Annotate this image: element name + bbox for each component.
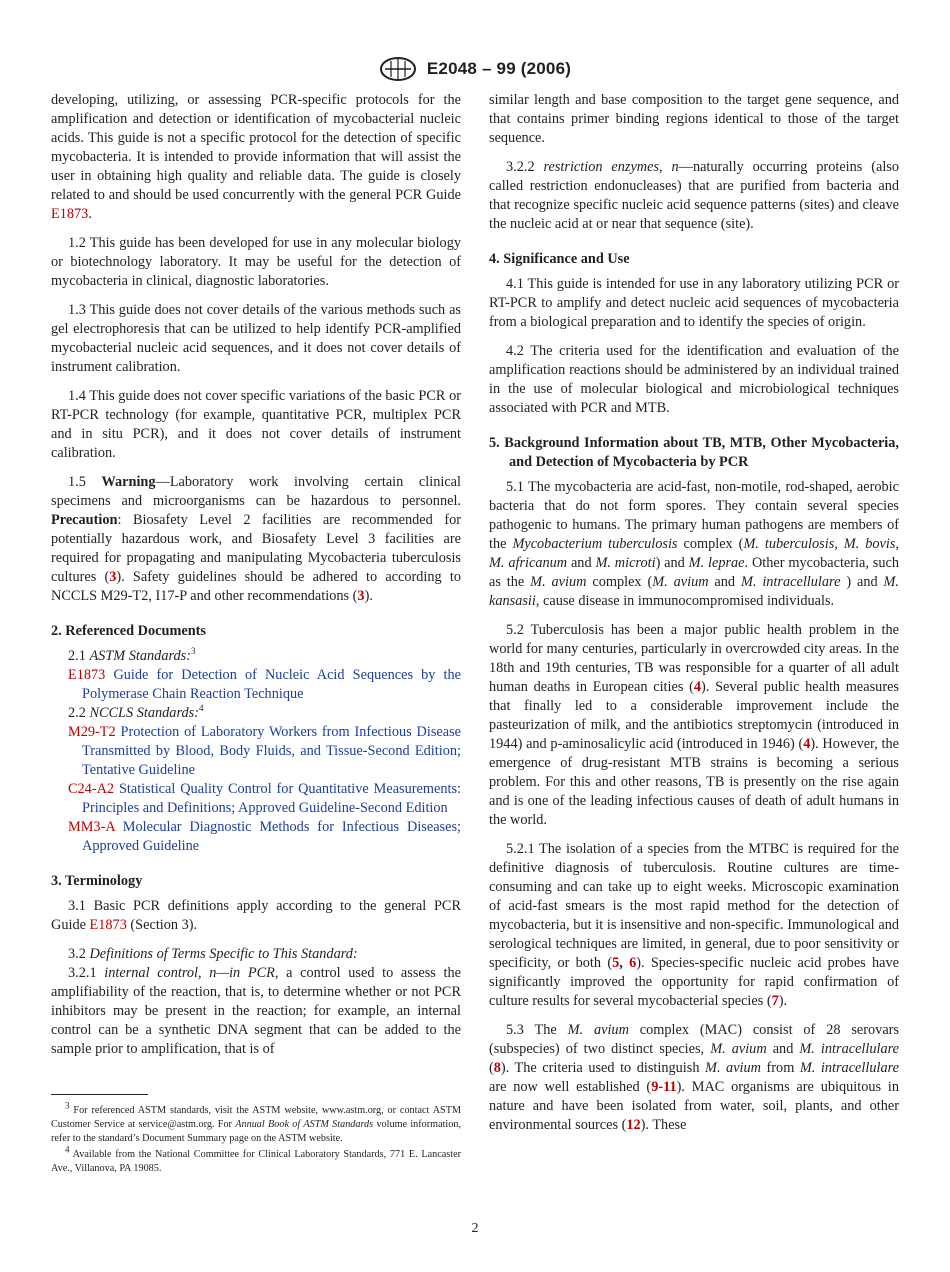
reference-link[interactable]: 7 xyxy=(771,993,779,1009)
section-1-2: 1.2 This guide has been developed for use in any molecular biology or biotechnology laboratory. It may be useful for the detection of mycobacteria in clinical, diagnostic laboratories. xyxy=(51,235,461,289)
document-designation: E2048 – 99 (2006) xyxy=(426,59,572,78)
footnote-3: $^3$ For referenced ASTM standards, visit the ASTM website, www.astm.org, or contact ASTM Customer Service at service@astm.org. For Annual Book of ASTM Standards volume information, refer to the standard’s Document Summary page on the ASTM website. xyxy=(51,1100,461,1144)
ref-c24-a2[interactable]: C24-A2 Statistical Quality Control for Quantitative Measurements: Principles and Definitions; Approved Guideline-Second Edition xyxy=(68,781,461,816)
section-1-5: 1.5 Warning—Laboratory work involving certain clinical specimens and microorganisms can be hazardous to personnel. Precaution: Biosafety Level 2 facilities are recommended for potentially hazardous work, and Biosafety Level 3 facilities are required for propagating and manipulating Mycobacteria tuberculosis cultures (3). Safety guidelines should be adhered to according to NCCLS M29-T2, I17-P and other recommendations (3). xyxy=(51,474,461,604)
section-5-heading: 5. Background Information about TB, MTB, Other Mycobacteria, and Detection of Mycobacteria by PCR xyxy=(489,435,899,470)
section-4-heading: 4. Significance and Use xyxy=(489,251,630,267)
right-column xyxy=(489,91,899,1145)
e1873-link[interactable]: E1873 xyxy=(51,206,89,222)
reference-link[interactable]: 8 xyxy=(493,1060,501,1076)
footnote-4: $^4$ Available from the National Committee for Clinical Laboratory Standards, 771 E. Lancaster Ave., Villanova, PA 19085. xyxy=(51,1144,461,1174)
section-2-heading: 2. Referenced Documents xyxy=(51,623,206,639)
section-5-1: 5.1 The mycobacteria are acid-fast, non-motile, rod-shaped, aerobic bacteria that do not form spores. They contain several species pathogenic to humans. The primary human pathogens are members of the Mycobacterium tuberculosis complex (M. tuberculosis, M. bovis, M. africanum and M. microti) and M. leprae. Other mycobacteria, such as the M. avium complex (M. avium and M. intracellulare ) and M. kansasii, cause disease in immunocompromised individuals. xyxy=(489,479,900,609)
left-column xyxy=(51,91,461,1069)
section-3-2: 3.2 Definitions of Terms Specific to This Standard: xyxy=(68,946,358,962)
section-4-1: 4.1 This guide is intended for use in any laboratory utilizing PCR or RT-PCR to amplify and detect nucleic acid sequences of mycobacteria from a biological preparation and to identify the species of origin. xyxy=(489,276,899,330)
reference-link[interactable]: 3 xyxy=(357,588,365,604)
reference-link[interactable]: 3 xyxy=(109,569,117,585)
section-1-3: 1.3 This guide does not cover details of the various methods such as gel electrophoresis that can be utilized to help identify PCR-amplified mycobacterial nucleic acid sequences, and it does not cover details of instrument calibration. xyxy=(51,302,461,375)
section-1-4: 1.4 This guide does not cover specific variations of the basic PCR or RT-PCR technology (for example, quantitative PCR, multiplex PCR and in situ PCR), and it does not cover details of instrument calibration. xyxy=(51,388,461,461)
reference-link[interactable]: 9-11 xyxy=(651,1079,677,1095)
intro-paragraph: developing, utilizing, or assessing PCR-specific protocols for the amplification and detection or identification of mycobacterial nucleic acids. This guide is not a specific protocol for the detection of specific mycobacteria. It is intended to provide information that will assist the user in obtaining high quality and reliable data. The guide is closely related to and should be used concurrently with the general PCR Guide E1873. xyxy=(51,92,461,222)
section-2-2: 2.2 NCCLS Standards:$^4$ xyxy=(68,703,204,721)
reference-link[interactable]: 5 xyxy=(612,955,620,971)
ref-m29-t2[interactable]: M29-T2 Protection of Laboratory Workers from Infectious Disease Transmitted by Blood, Body Fluids, and Tissue-Second Edition; Tentative Guideline xyxy=(68,724,461,778)
reference-link[interactable]: 6 xyxy=(629,955,637,971)
section-3-heading: 3. Terminology xyxy=(51,873,143,889)
section-3-1: 3.1 Basic PCR definitions apply according to the general PCR Guide E1873 (Section 3). xyxy=(51,898,461,933)
page-number: 2 xyxy=(471,1221,479,1236)
section-5-2: 5.2 Tuberculosis has been a major public health problem in the world for many centuries, particularly in overcrowded city areas. In the 18th and 19th centuries, TB was responsible for a quarter of all adult human deaths in European cities (4). Several public health measures that finally led to a considerable improvement include the pasteurization of milk, and the antibiotics streptomycin (introduced in 1944) and p-aminosalicylic acid (introduced in 1946) (4). However, the emergence of drug-resistant MTB strains is becoming a serious problem. For this and other reasons, TB is presently on the rise again and is one of the leading infectious causes of death of adult humans in the world. xyxy=(489,622,900,828)
reference-link[interactable]: 12 xyxy=(626,1117,641,1133)
ref-mm3-a[interactable]: MM3-A Molecular Diagnostic Methods for Infectious Diseases; Approved Guideline xyxy=(68,819,461,854)
page-header xyxy=(0,56,950,82)
section-5-2-1: 5.2.1 The isolation of a species from the MTBC is required for the definitive diagnosis of tuberculosis. Routine cultures are time-consuming and can take up to eight weeks. Microscopic examination of acid-fast smears is the most rapid method for the detection of mycobacteria, but it is insensitive and non-specific. Immunological and serological techniques are limited, in general, due to poor sensitivity or specificity, or both (5, 6). Species-specific nucleic acid probes have significantly improved the opportunity for rapid confirmation of culture results for several mycobacterial species (7). xyxy=(489,841,899,1009)
e1873-link[interactable]: E1873 xyxy=(89,917,127,933)
astm-logo-icon xyxy=(379,56,417,82)
footnote-divider xyxy=(51,1094,148,1095)
ref-e1873[interactable]: E1873 Guide for Detection of Nucleic Acid Sequences by the Polymerase Chain Reaction Technique xyxy=(68,667,461,702)
section-5-3: 5.3 The M. avium complex (MAC) consist of 28 serovars (subspecies) of two distinct species, M. avium and M. intracellulare (8). The criteria used to distinguish M. avium from M. intracellulare are now well established (9-11). MAC organisms are ubiquitous in nature and have been isolated from water, soil, plants, and other environmental sources (12). These xyxy=(489,1022,900,1133)
terminology-continued: similar length and base composition to the target gene sequence, and that contains primer binding regions identical to those of the target sequence. xyxy=(489,92,899,146)
footnotes xyxy=(51,1100,461,1178)
section-2-1: 2.1 ASTM Standards:$^3$ xyxy=(68,646,196,664)
section-4-2: 4.2 The criteria used for the identification and evaluation of the amplification reactions should be administered by an individual trained in the use of molecular biological and microbiological techniques associated with PCR and MTB. xyxy=(489,343,899,416)
section-3-2-1: 3.2.1 internal control, n—in PCR, a control used to assess the amplifiability of the reaction, that is, to determine whether or not PCR inhibitors may be present in the reaction; for example, an internal control can be a synthetic DNA segment that can be added to the sample prior to amplification, that is of xyxy=(51,965,461,1057)
reference-link[interactable]: 4 xyxy=(693,679,702,695)
reference-link[interactable]: 4 xyxy=(803,736,811,752)
section-3-2-2: 3.2.2 restriction enzymes, n—naturally occurring proteins (also called restriction endonucleases) that are purified from bacteria and that recognize specific nucleic acid sequence patterns (sites) and cleave the nucleic acid at or near that sequence (site). xyxy=(489,159,900,232)
